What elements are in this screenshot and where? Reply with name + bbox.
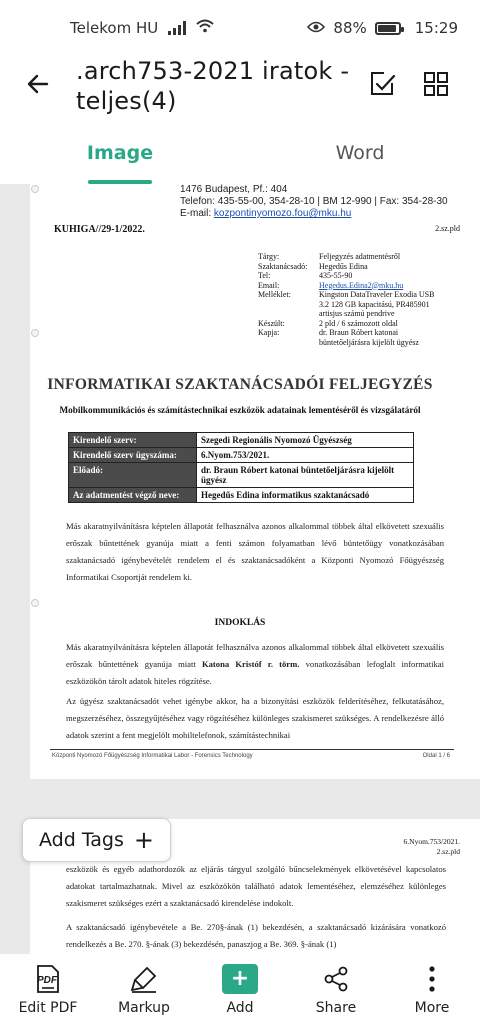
document-title [76, 56, 368, 116]
document-meta [258, 252, 469, 347]
select-check-icon [368, 70, 396, 98]
back-button[interactable] [0, 56, 76, 112]
meta-value: 3.2 128 GB kapacitású, PR485901 [319, 299, 430, 309]
share-button[interactable] [288, 954, 384, 1027]
meta-key [258, 338, 319, 348]
signal-icon [168, 21, 186, 35]
table-row [69, 463, 414, 488]
body-paragraph: Az ügyész szaktanácsadót vehet igénybe akkor, ha a bizonyítási eszközök felderítéséhez, felkutatásához, megszerzéséhez, összegyűjtéséhez vagy rögzítéséhez különleges szakismeret szükséges. A rendelkezésre álló adatok szerint a fent megjelölt mobiltelefonok, számítástechnikai [66, 696, 444, 740]
meta-key: Melléklet: [258, 290, 291, 299]
footer-text: Központi Nyomozó Főügyészség Informatikai Labor - Forensics Technology [52, 753, 253, 759]
meta-value: 435-55-90 [319, 271, 353, 280]
bottom-toolbar [0, 954, 480, 1027]
table-key: Az adatmentést végző neve: [69, 488, 197, 503]
page-footer [52, 753, 450, 759]
document-heading: INFORMATIKAI SZAKTANÁCSADÓI FELJEGYZÉS [47, 376, 433, 393]
title-line-2: teljes(4) [76, 87, 177, 115]
carrier-label: Telekom HU [70, 19, 159, 37]
body-paragraph: eszközök és egyéb adathordozók az eljárás tárgyul szolgáló bűncselekmények elkövetésével kapcsolatos adatokat tartalmazhatnak. Mivel az eszközökön található adatok lementéséhez, elemzéséhez különleges szakismeret szükséges ezért a szaktanácsadó kirendelése indokolt. [66, 864, 446, 908]
body-paragraph: A szaktanácsadó igénybevétele a Be. 270§-ának (1) bekezdésén, a szaktanácsadó kizárására vonatkozó rendelkezés a Be. 270. §-ának (3) bekezdésén, panaszjog a Be. 369. §-ának (1) [66, 922, 446, 949]
share-icon [322, 964, 350, 994]
meta-value: artisjus számú pendrive [319, 309, 395, 318]
sender-address [180, 184, 448, 220]
document-subheading: Mobilkommunikációs és számítástechnikai eszközök adatainak lementéséről és vizsgálatáról [59, 405, 421, 415]
add-tags-label: Add Tags [39, 829, 124, 851]
meta-key: Kapja: [258, 328, 280, 337]
tab-word-label: Word [335, 142, 385, 164]
add-button[interactable] [192, 954, 288, 1027]
meta-email-link[interactable]: Hegedus.Edina2@mku.hu [319, 280, 404, 290]
markup-label: Markup [118, 1000, 170, 1016]
tab-word[interactable] [240, 128, 480, 184]
edit-pdf-button[interactable] [0, 954, 96, 1027]
eye-comfort-icon [307, 19, 325, 37]
select-button[interactable] [368, 70, 396, 98]
meta-key: Készült: [258, 318, 285, 328]
grid-view-button[interactable] [422, 70, 450, 98]
meta-row [258, 290, 469, 300]
meta-value: 2 pld / 6 számozott oldal [319, 318, 398, 328]
page2-ref-line: 2.sz.pld [436, 847, 460, 856]
table-row [69, 448, 414, 463]
punch-hole-mark [31, 599, 39, 607]
meta-key: Email: [258, 280, 280, 290]
more-button[interactable] [384, 954, 480, 1027]
add-icon: + [222, 964, 258, 994]
table-value: 6.Nyom.753/2021. [197, 448, 414, 463]
text-run: vonatkozásában lefoglalt informatikai eszközökön tárolt adatok hiteles rögzítése. [66, 659, 444, 686]
punch-hole-mark [31, 329, 39, 337]
battery-percent: 88% [333, 19, 367, 37]
edit-pdf-label: Edit PDF [18, 1000, 78, 1016]
meta-row [258, 328, 469, 338]
meta-row [258, 281, 469, 291]
battery-icon [375, 22, 401, 35]
status-bar [0, 0, 480, 56]
body-paragraph [66, 639, 444, 690]
meta-row [258, 309, 469, 319]
section-heading: INDOKLÁS [214, 618, 266, 628]
body-paragraph: Más akaratnyilvánításra képtelen állapotát felhasználva azonos alkalommal többek által elkövetett szexuális erőszak bűntettének gyanúja miatt a fenti számon folyamatban lévő büntetőügy vonatkozásában szaktanácsadó igénybevételét rendelem el és szaktanácsadóként a Központi Nyomozó Főügyészség Informatikai Csoportját rendelem ki. [66, 521, 444, 582]
meta-row [258, 338, 469, 348]
meta-row [258, 262, 469, 272]
more-label: More [414, 1000, 450, 1016]
page2-ref-line: 6.Nyom.753/2021. [403, 837, 460, 846]
document-page-1 [30, 184, 480, 779]
app-bar [0, 56, 480, 122]
tab-image[interactable] [0, 128, 240, 184]
meta-value: büntetőeljárásra kijelölt ügyész [319, 337, 419, 347]
meta-key: Tel: [258, 271, 271, 280]
meta-value: Feljegyzés adatmentésről [319, 252, 401, 261]
table-key: Kirendelő szerv: [69, 433, 197, 448]
table-key: Kirendelő szerv ügyszáma: [69, 448, 197, 463]
meta-key: Szaktanácsadó: [258, 261, 308, 271]
punch-hole-mark [31, 185, 39, 193]
clock: 15:29 [414, 19, 458, 37]
view-tabs [0, 128, 480, 184]
svg-text:PDF: PDF [37, 975, 57, 986]
assignment-table [68, 432, 414, 503]
meta-row [258, 300, 469, 310]
sender-line-1: 1476 Budapest, Pf.: 404 [180, 184, 288, 195]
meta-value: Kingston DataTraveler Exodia USB [319, 290, 435, 299]
meta-key [258, 300, 319, 310]
grid-view-icon [423, 71, 449, 97]
sender-email-link[interactable]: kozpontinyomozo.fou@mku.hu [213, 208, 352, 219]
wifi-icon [196, 19, 214, 37]
add-tags-button[interactable] [22, 818, 171, 862]
title-line-1: .arch753-2021 iratok - [76, 57, 350, 85]
table-value: Hegedűs Edina informatikus szaktanácsadó [197, 488, 414, 503]
sender-email-label: E-mail: [180, 208, 214, 219]
table-value: Szegedi Regionális Nyomozó Ügyészség [197, 433, 414, 448]
sender-line-2: Telefon: 435-55-00, 354-28-10 | BM 12-990 | Fax: 354-28-30 [180, 196, 448, 207]
meta-key: Tárgy: [258, 252, 280, 261]
add-label: Add [226, 1000, 254, 1016]
sender-email-line [180, 208, 448, 220]
more-vertical-icon [427, 964, 437, 994]
meta-row [258, 319, 469, 329]
meta-row [258, 252, 469, 262]
bold-text-run: Katona Kristóf r. törm. [201, 659, 300, 669]
table-row [69, 488, 414, 503]
page2-reference [404, 837, 460, 857]
copy-number: 2.sz.pld [435, 224, 460, 233]
page-number: Oldal 1 / 6 [422, 753, 450, 759]
table-row [69, 433, 414, 448]
markup-brush-icon [129, 964, 159, 994]
pdf-icon [33, 964, 63, 994]
meta-row [258, 271, 469, 281]
share-label: Share [315, 1000, 357, 1016]
footer-divider [50, 749, 454, 750]
table-value: dr. Braun Róbert katonai büntetőeljárásra kijelölt ügyész [197, 463, 414, 488]
table-key: Előadó: [69, 463, 197, 488]
meta-value: Hegedűs Edina [319, 261, 368, 271]
plus-icon: + [133, 826, 154, 854]
meta-value: dr. Braun Róbert katonai [319, 328, 399, 337]
tab-image-label: Image [86, 142, 154, 164]
back-arrow-icon [26, 72, 50, 96]
case-reference: KUHIGA//29-1/2022. [54, 224, 145, 235]
text-run: Más akaratnyilvánításra képtelen állapotát felhasználva azonos alkalommal többek által elkövetett szexuális erőszak bűntettének gyanúja miatt [66, 642, 444, 669]
markup-button[interactable] [96, 954, 192, 1027]
meta-key [258, 309, 319, 319]
